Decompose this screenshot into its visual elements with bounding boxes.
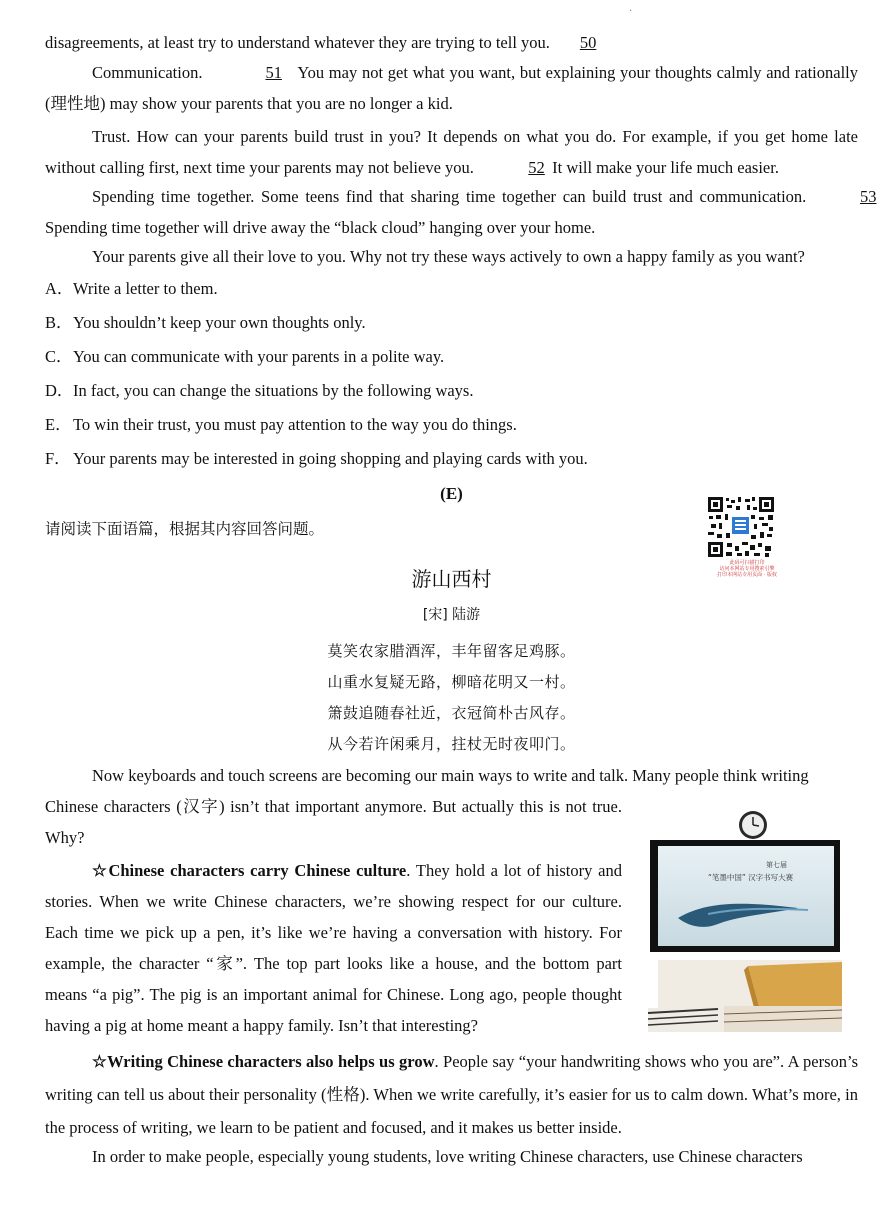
option-c[interactable]: C．You can communicate with your parents in a polite way. xyxy=(45,347,445,366)
poem-line: 山重水复疑无路，柳暗花明又一村。 xyxy=(327,673,576,691)
poem-line: 从今若许闲乘月，拄杖无时夜叩门。 xyxy=(327,735,576,753)
option-f[interactable]: F． Your parents may be interested in going shopping and playing cards with you. xyxy=(45,449,588,468)
clock-icon xyxy=(739,811,767,839)
paragraph-communication: Communication. 51 You may not get what you want, but explaining your thoughts calmly and rationally (理性地) may show your parents that you are no longer a kid. xyxy=(45,57,858,119)
classroom-photo xyxy=(648,810,842,1032)
poem-line: 莫笑农家腊酒浑，丰年留客足鸡豚。 xyxy=(327,642,576,660)
screen-line2: “笔墨中国” 汉字书写大赛 xyxy=(708,873,794,882)
poem-author: [宋] 陆游 xyxy=(422,607,481,623)
poem-title: 游山西村 xyxy=(411,567,492,591)
qr-code-icon[interactable] xyxy=(707,496,775,558)
heading-culture: ☆Chinese characters carry Chinese culture xyxy=(92,861,407,880)
top-dot: · xyxy=(629,6,633,17)
p6-line1: Now keyboards and touch screens are becoming our main ways to write and talk. Many people think writing Chinese characters (汉字) isn’t that important anymore. But actually this is not true. Why? xyxy=(45,766,809,847)
option-b[interactable]: B．You shouldn’t keep your own thoughts only. xyxy=(45,313,366,332)
blank-51[interactable]: 51 xyxy=(265,63,282,82)
paragraph-1: disagreements, at least try to understand whatever they are trying to tell you. 50 xyxy=(45,27,858,58)
blank-52[interactable]: 52 xyxy=(528,158,545,177)
qr-caption: 此码可扫描打印 访问本网站专用搜索引擎 打印本网站专用页面 · 版权 xyxy=(717,560,777,578)
paragraph-chinese-culture: ☆Chinese characters carry Chinese culture. They hold a lot of history and stories. When we write Chinese characters, we’re showing respect for our culture. Each time we pick up a pen, it’s like we’re having a conversation with history. For example, the character “家”. The top part looks like a house, and the bottom part means “a pig”. The pig is an important animal for Chinese. Long ago, people thought having a pig at home meant a happy family. Isn’t that interesting? xyxy=(45,861,622,1035)
option-d[interactable]: D．In fact, you can change the situations by the following ways. xyxy=(45,381,474,400)
instruction: 请阅读下面语篇，根据其内容回答问题。 xyxy=(45,520,325,538)
paragraph-final: In order to make people, especially young students, love writing Chinese characters, use Chinese characters xyxy=(92,1147,803,1166)
blank-53[interactable]: 53 xyxy=(860,187,877,206)
screen-line1: 第七届 xyxy=(766,861,787,869)
paragraph-conclusion: Your parents give all their love to you. Why not try these ways actively to own a happy family as you want? xyxy=(92,247,805,266)
poem-line: 箫鼓追随春社近，衣冠简朴古风存。 xyxy=(327,704,576,722)
heading-grow: ☆Writing Chinese characters also helps us grow xyxy=(92,1052,435,1071)
paragraph-trust: Trust. How can your parents build trust in you? It depends on what you do. For example, if you get home late without calling first, next time your parents may not believe you. 52 It will make your life much easier. xyxy=(45,121,858,183)
paragraph-spending-time: Spending time together. Some teens find that sharing time together can build trust and communication. 53 Spending time together will drive away the “black cloud” hanging over your home. xyxy=(45,181,858,243)
option-e[interactable]: E．To win their trust, you must pay attention to the way you do things. xyxy=(45,415,517,434)
paragraph-grow: ☆Writing Chinese characters also helps us grow. People say “your handwriting shows who you are”. A person’s writing can tell us about their personality (性格). When we write carefully, it’s easier for us to calm down. What’s more, in the process of writing, we learn to be patient and focused, and it makes us better inside. xyxy=(45,1052,859,1137)
section-label: (E) xyxy=(440,484,463,503)
blank-50[interactable]: 50 xyxy=(579,33,597,52)
option-a[interactable]: A．Write a letter to them. xyxy=(45,279,218,298)
